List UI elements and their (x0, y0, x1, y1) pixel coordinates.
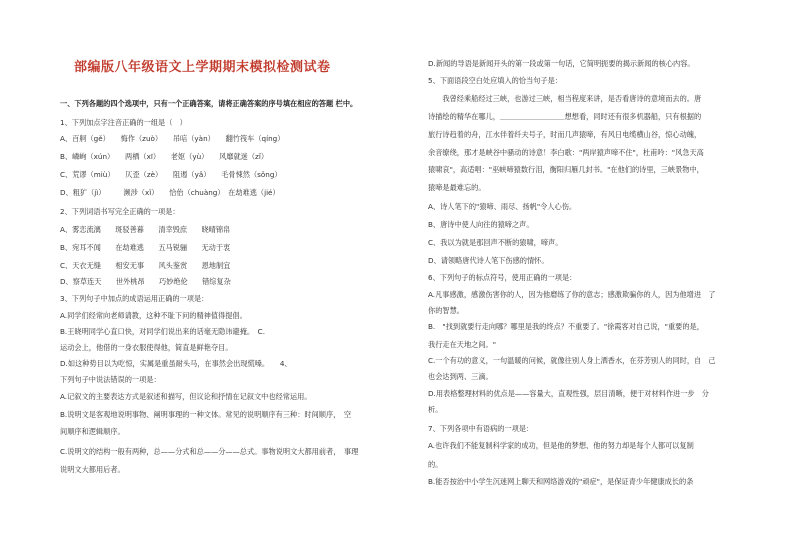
right-line-23: A.也许我们不能复制科学家的成功，但是他的梦想、他的努力却是每个人都可以复制 (428, 441, 694, 450)
right-line-13: 6、下列句子的标点符号，使用正确的一项是： (428, 273, 577, 282)
right-line-22: 7、下列各项中有语病的一项是： (428, 424, 534, 433)
right-line-6: 余音缭绕，那才是峡谷中骚动的诗意！李白歌："两岸猿声啼不住"，杜甫吟："风急天高 (428, 148, 704, 157)
left-line-8: B、宛耳不闻 在劫难逃 五马锐骊 无动于衷 (60, 243, 231, 252)
left-line-16: 下列句子中说法错误的一项是： (60, 375, 161, 384)
left-line-4: C、荒谬（miù） 仄歪（zè） 阻遏（yǎ） 毛骨悚然（sǒng） (60, 170, 282, 179)
right-line-9: A、诗人笔下的"猿啼、雨尽、扬帆"令人心伤。 (428, 202, 577, 211)
right-line-7: 猿啸哀"，高适唱："巫峡啼猿数行泪，衡阳归雁几封书。"在他们的诗里，三峡景物中， (428, 165, 704, 174)
left-line-21: 说明文大都用后者。 (60, 465, 125, 474)
left-line-11: 3、下列句子中加点的成语运用正确的一项是： (60, 294, 209, 303)
left-line-20: C.说明文的结构一般有两种，总——分式和总——分——总式。事物说明文大都用前者， 事理 (60, 447, 359, 456)
left-line-9: C、天衣无缝 相安无事 风头鉴赏 恩地制宜 (60, 261, 231, 270)
right-line-21: 析。 (428, 405, 443, 414)
right-line-8: 猿啼是最难忘的。 (428, 183, 486, 192)
section-heading: 一、下列各题的四个选项中，只有一个正确答案，请将正确答案的序号填在相应的答题 栏中。 (60, 99, 358, 108)
right-line-20: D.用表格整理材料的优点是——容量大，直观性强，层目清晰，便于对材料作进一步 分 (428, 389, 709, 398)
right-line-16: B. "找到就要行走向哪？哪里是我的终点？不重要了。"徐霞客对自己说，"重要的是， (428, 322, 704, 331)
left-line-12: A.同学们经常向老师请教，这种不耻下问的精神值得提倡。 (60, 311, 247, 320)
right-line-3: 我曾经乘船经过三峡，也游过三峡，相当程度来讲，是否看唐诗的意境而去的。唐 (428, 94, 702, 103)
right-line-19: 也会达到两、三滴。 (428, 372, 493, 381)
exam-title: 部编版八年级语文上学期期末模拟检测试卷 (74, 60, 331, 75)
left-line-17: A.记叙文的主要表达方式是叙述和描写，但议论和抒情在记叙文中也经常运用。 (60, 392, 312, 401)
left-line-3: B、嶙峋（xún） 两栖（xī） 老妪（yù） 风靡就迷（zǐ） (60, 152, 269, 161)
right-line-24: 的。 (428, 460, 443, 469)
right-line-12: D、请领略唐代诗人笔下伤感的情怀。 (428, 256, 549, 265)
left-line-14: 运动会上，他借的一身衣服使得他，简直是鲜艳夺目。 (60, 343, 233, 352)
left-line-2: A、百舸（gě） 悔作（zuò） 吊唁（yàn） 翻竹筏车（qíng） (60, 134, 285, 143)
right-line-2: 5、下面语段空白处应填入的恰当句子是： (428, 76, 562, 85)
left-line-5: D、粗犷（jì） 濒涉（xǐ） 恰佁（chuàng） 在劫难逃（jié） (60, 188, 280, 197)
right-line-25: B.能否按治中小学生沉迷网上聊天和网络游戏的"顽症"，是保证青少年健康成长的条 (428, 477, 694, 486)
right-line-4: 诗描绘的精华在哪儿，＿＿＿＿＿＿＿＿＿想想看，同时还有很多机器船，只有根据的 (428, 112, 702, 121)
right-line-5: 旅行诗趋着的舟，江水伴着纤夫号子，时而几声猿啼，有风日电缆横山谷，惊心动魄， (428, 130, 702, 139)
right-line-1: D.新闻的导语是新闻开头的第一段或第一句话，它简明扼要的揭示新闻的核心内容。 (428, 59, 695, 68)
left-line-6: 2、下列词语书写完全正确的一项是： (60, 207, 180, 216)
right-line-10: B、唐诗中使人向往的猿啼之声。 (428, 220, 534, 229)
right-line-17: 我行走在天地之间。" (428, 340, 496, 349)
left-line-10: D、察草连天 世外桃昂 巧妙绝伦 错综复杂 (60, 277, 231, 286)
right-line-15: 你的智慧。 (428, 306, 464, 315)
right-line-14: A.凡事感激，感激伤害你的人，因为他磨练了你的意志；感激欺骗你的人，因为他增进 了 (428, 290, 716, 299)
right-line-11: C、我以为就是那回声不断的猿啸，啼声。 (428, 238, 563, 247)
left-line-1: 1、下列加点字注音正确的一组是（ ） (60, 118, 187, 127)
right-line-18: C.一个有功的意义，一句温暖的问候，就像往别人身上洒香水，在芬芳别人的同时，自 己 (428, 356, 716, 365)
left-line-7: A、雾恋流漓 斑驳善暮 清幸毁庶 晓晴锦帛 (60, 225, 231, 234)
left-line-15: D.如这种势目以为吃惊，实属是重虽耐头马，在事然会出现慌嗓。 4、 (60, 359, 292, 368)
left-line-13: B.王晓明同学心直口快，对同学们说出来的话毫无隐讳避掩。 C. (60, 327, 265, 336)
left-line-18: B.说明文是客观地说明事物、阐明事理的一种文体。常见的说明顺序有三种：时间顺序， 空 (60, 410, 352, 419)
left-line-19: 间顺序和逻辑顺序。 (60, 427, 125, 436)
